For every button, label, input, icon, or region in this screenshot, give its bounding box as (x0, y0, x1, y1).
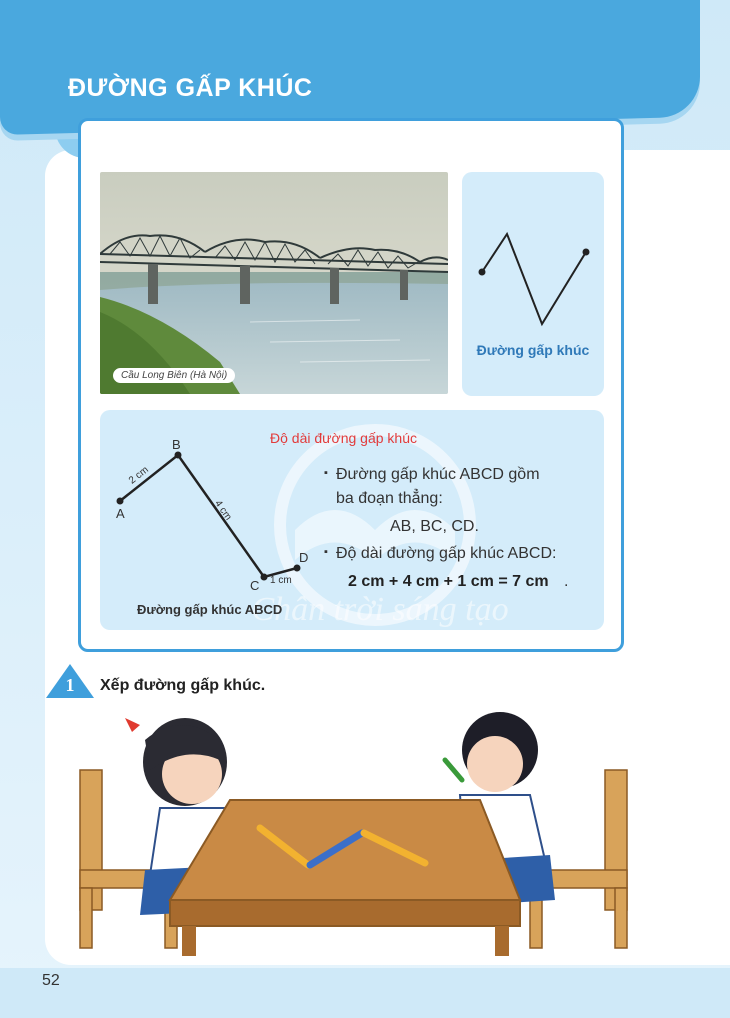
segments-list: AB, BC, CD. (390, 518, 479, 535)
figure-caption: Đường gấp khúc ABCD (137, 602, 283, 617)
bullet2-text: Độ dài đường gấp khúc ABCD: (336, 545, 557, 562)
bridge-photo (100, 172, 448, 394)
point-b-label: B (172, 437, 181, 452)
polyline-card (462, 172, 604, 396)
bullet-marker: ▪ (324, 467, 328, 479)
page-number: 52 (42, 972, 60, 989)
exercise-title: Xếp đường gấp khúc. (100, 677, 266, 694)
bullet1-line1: Đường gấp khúc ABCD gồm (336, 466, 540, 483)
length-card-title: Độ dài đường gấp khúc (270, 430, 417, 446)
length-equation: 2 cm + 4 cm + 1 cm = 7 cm (348, 573, 549, 590)
header-banner (0, 0, 700, 135)
point-a-label: A (116, 506, 125, 521)
polyline-figure (462, 172, 604, 332)
bullet-marker: ▪ (324, 546, 328, 558)
equation-period: . (564, 573, 569, 590)
footer-bar (0, 968, 730, 1018)
bridge-illustration (100, 172, 448, 394)
point-c-label: C (250, 578, 260, 593)
watermark-text: Chân trời sáng tạo (251, 591, 509, 628)
bullet1-line2: ba đoạn thẳng: (336, 490, 443, 507)
segment-ab-label: 2 cm (126, 464, 151, 487)
exercise-number: 1 (65, 675, 75, 695)
point-d-label: D (299, 550, 309, 565)
segment-cd-label: 1 cm (270, 575, 292, 586)
page-title: ĐƯỜNG GẤP KHÚC (68, 74, 313, 102)
polyline-label: Đường gấp khúc (476, 342, 590, 358)
segment-bc-label: 4 cm (212, 498, 234, 523)
photo-caption: Cầu Long Biên (Hà Nội) (113, 368, 235, 383)
children-folding-illustration (70, 700, 640, 960)
